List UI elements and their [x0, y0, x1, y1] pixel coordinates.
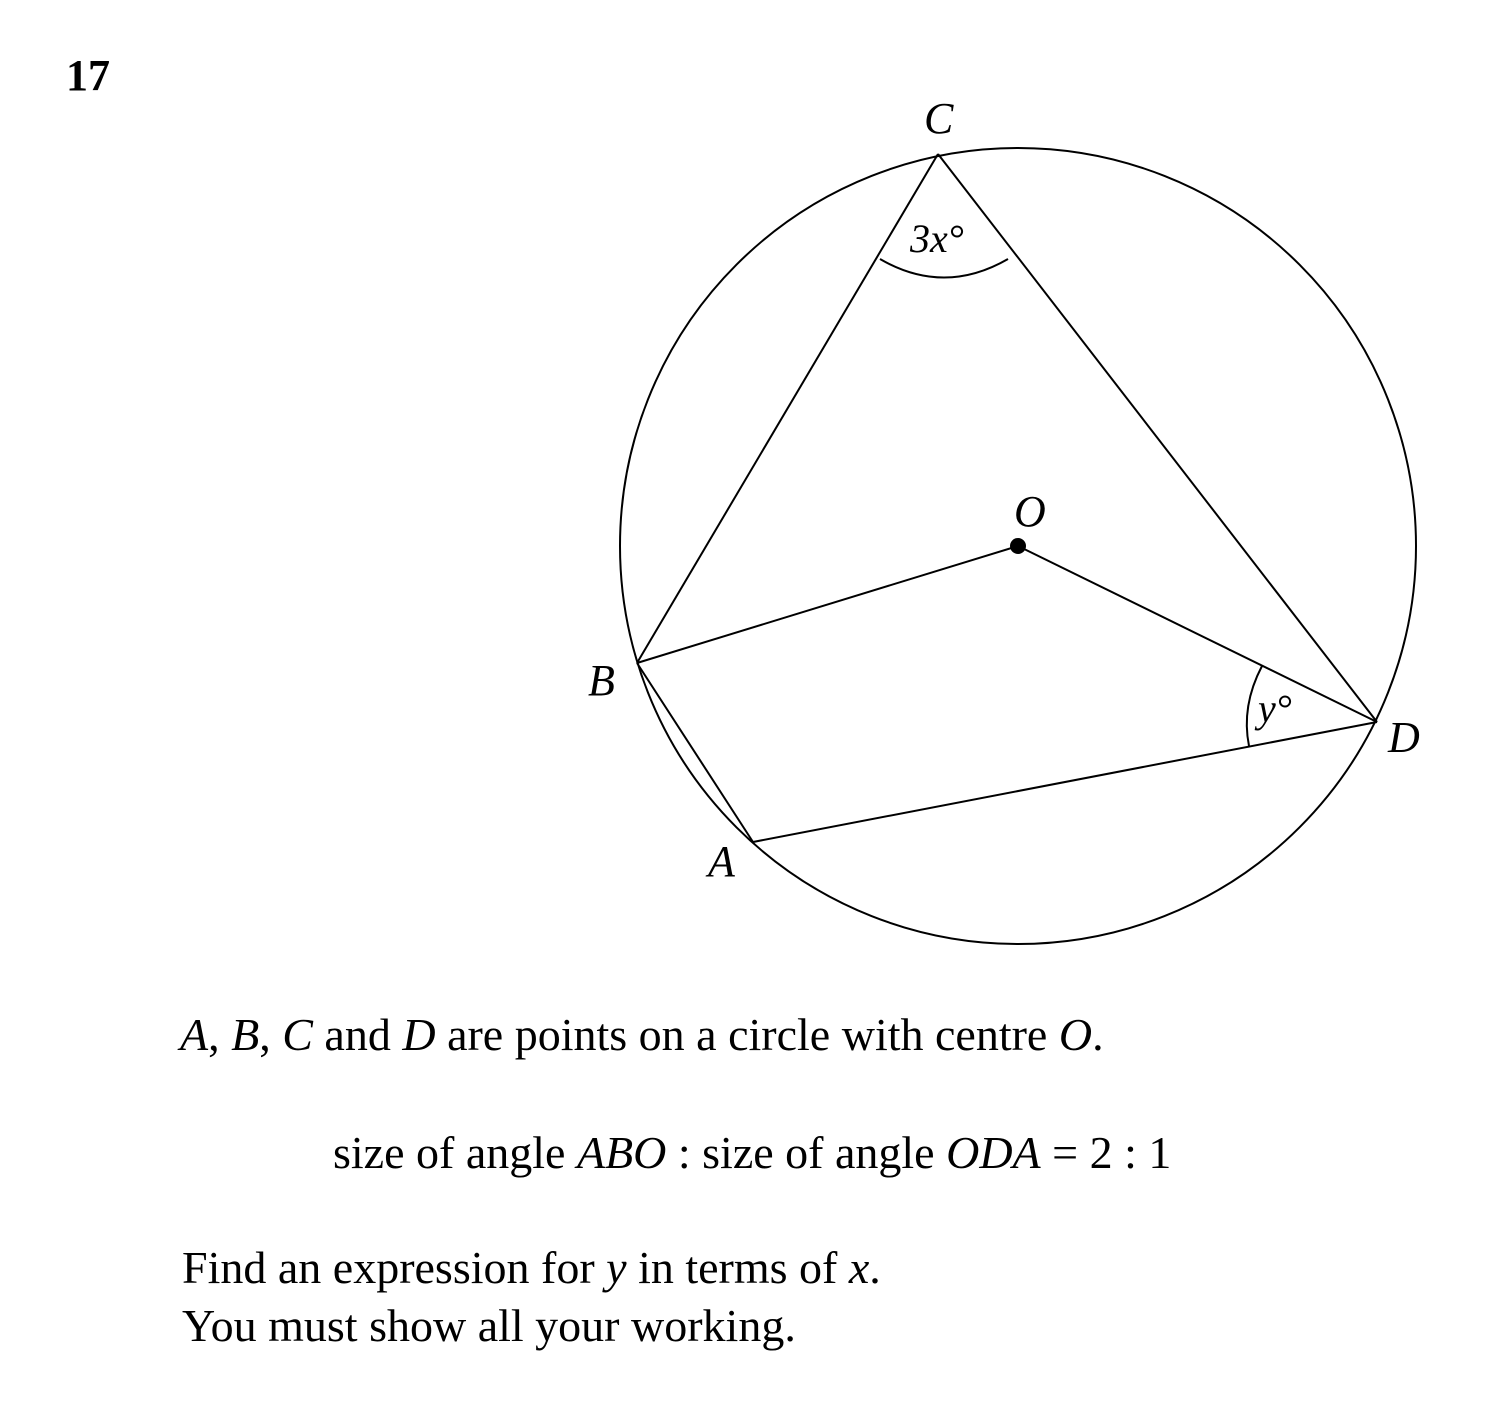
text-O: O [1058, 1009, 1093, 1060]
text-sep2: , [259, 1009, 283, 1060]
chord-BC [637, 154, 938, 663]
find-p2: in terms of [626, 1242, 849, 1293]
find-p3: . [869, 1242, 881, 1293]
ratio-statement [333, 1127, 1172, 1178]
chord-BA [637, 663, 753, 842]
angle-label-D: y° [1258, 686, 1292, 731]
chord-AD [753, 722, 1377, 842]
question-number: 17 [66, 51, 110, 100]
label-B: B [588, 656, 615, 705]
label-O: O [1014, 487, 1046, 536]
angle-arc-C [880, 259, 1008, 278]
find-x: x [848, 1242, 870, 1293]
instruction-find-expression [182, 1242, 881, 1293]
chord-CD [938, 154, 1377, 722]
ratio-abo: ABO [576, 1127, 667, 1178]
ratio-p3: = 2 : 1 [1040, 1127, 1172, 1178]
label-A: A [708, 837, 735, 886]
text-sep1: , [208, 1009, 232, 1060]
radius-OD [1018, 546, 1377, 722]
text-and: and [312, 1009, 403, 1060]
label-C: C [924, 94, 954, 143]
text-B: B [231, 1009, 260, 1060]
statement-points-on-circle [180, 1009, 1104, 1060]
ratio-p1: size of angle [333, 1127, 577, 1178]
instruction-show-working: You must show all your working. [182, 1300, 796, 1351]
find-y: y [606, 1242, 627, 1293]
ratio-oda: ODA [946, 1127, 1041, 1178]
label-D: D [1388, 713, 1420, 762]
find-p1: Find an expression for [182, 1242, 607, 1293]
centre-point-O [1010, 538, 1026, 554]
text-A: A [180, 1009, 209, 1060]
angle-label-C: 3x° [910, 216, 964, 261]
text-C: C [282, 1009, 313, 1060]
text-rest: are points on a circle with centre [435, 1009, 1059, 1060]
radius-OB [637, 546, 1018, 663]
ratio-p2: : size of angle [666, 1127, 947, 1178]
text-D: D [402, 1009, 436, 1060]
text-end: . [1092, 1009, 1104, 1060]
